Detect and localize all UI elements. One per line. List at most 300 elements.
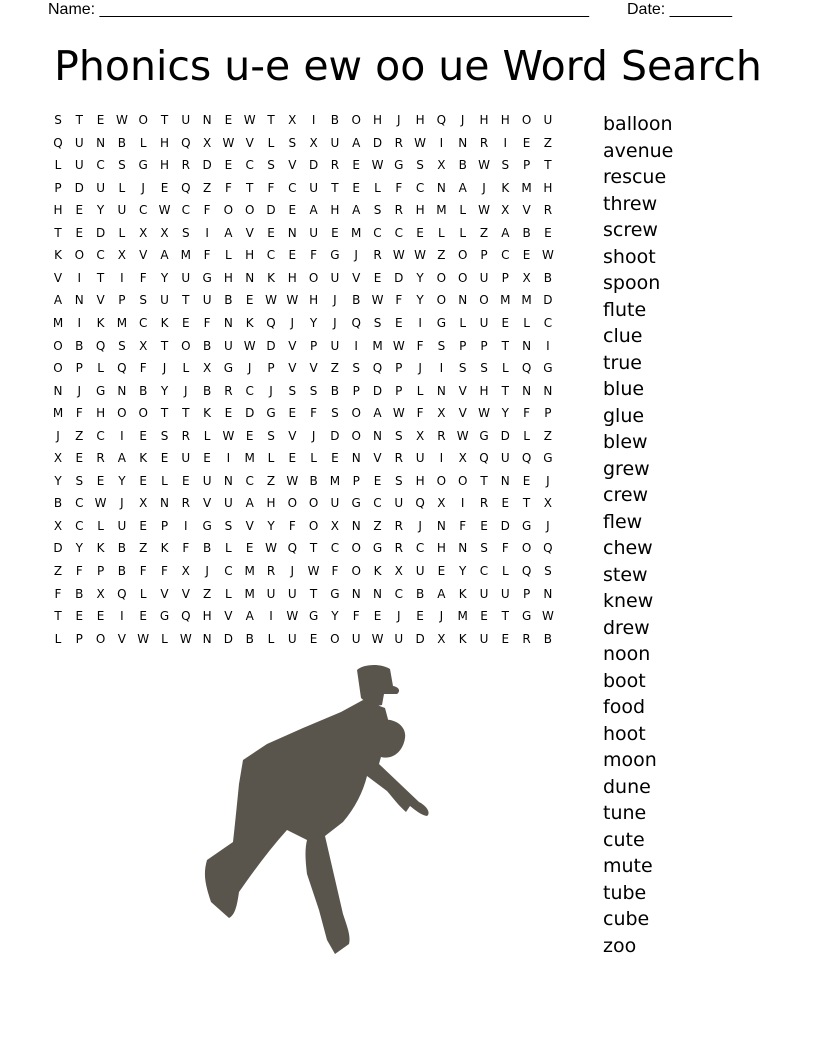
- grid-letter: B: [543, 270, 552, 285]
- grid-letter: X: [96, 586, 105, 601]
- grid-letter: J: [546, 473, 550, 488]
- grid-letter: N: [351, 586, 361, 601]
- grid-letter: X: [458, 451, 467, 466]
- grid-letter: B: [202, 541, 212, 556]
- grid-letter: E: [245, 293, 254, 308]
- grid-letter: Q: [53, 135, 63, 150]
- grid-letter: R: [479, 135, 489, 150]
- grid-letter: T: [160, 113, 169, 127]
- grid-letter: J: [290, 315, 295, 330]
- word-list-item: balloon: [603, 113, 673, 135]
- grid-letter: E: [501, 631, 510, 646]
- grid-letter: E: [182, 315, 190, 330]
- grid-letter: G: [202, 518, 212, 533]
- grid-letter: X: [437, 496, 446, 511]
- grid-letter: S: [480, 361, 488, 376]
- grid-letter: A: [309, 203, 318, 218]
- grid-letter: U: [74, 158, 84, 173]
- grid-letter: O: [308, 270, 319, 285]
- grid-letter: J: [418, 361, 422, 376]
- grid-letter: T: [544, 158, 552, 173]
- grid-letter: R: [479, 496, 489, 511]
- grid-letter: L: [374, 180, 381, 195]
- grid-letter: F: [416, 338, 424, 353]
- grid-letter: L: [182, 361, 190, 376]
- grid-letter: H: [543, 180, 553, 195]
- grid-letter: L: [97, 518, 104, 533]
- grid-letter: W: [392, 248, 405, 263]
- grid-row: [48, 564, 588, 586]
- grid-letter: O: [308, 518, 319, 533]
- grid-letter: W: [94, 496, 107, 511]
- grid-letter: N: [436, 518, 446, 533]
- grid-row: [48, 293, 588, 315]
- grid-letter: Y: [501, 406, 509, 421]
- name-field-label: Name: _______________________________________________________: [48, 1, 589, 18]
- grid-letter: H: [309, 293, 319, 308]
- grid-letter: P: [522, 586, 531, 601]
- grid-letter: G: [521, 609, 532, 624]
- grid-letter: V: [373, 451, 382, 466]
- grid-letter: O: [181, 338, 191, 353]
- grid-row: [48, 203, 588, 225]
- grid-letter: L: [267, 631, 275, 646]
- word-list-item: noon: [603, 643, 651, 665]
- word-list-item: true: [603, 351, 642, 374]
- grid-letter: U: [351, 631, 361, 646]
- grid-letter: E: [416, 225, 424, 240]
- grid-letter: L: [203, 428, 211, 443]
- grid-row: [48, 316, 588, 338]
- grid-letter: W: [456, 428, 469, 443]
- grid-letter: A: [373, 406, 382, 421]
- grid-letter: O: [74, 248, 85, 263]
- grid-letter: A: [245, 609, 254, 624]
- grid-letter: L: [501, 361, 509, 376]
- grid-letter: W: [414, 248, 427, 263]
- grid-letter: C: [415, 180, 425, 195]
- grid-letter: U: [479, 270, 489, 285]
- grid-letter: V: [458, 383, 467, 398]
- grid-letter: N: [160, 496, 169, 511]
- grid-letter: P: [395, 361, 403, 376]
- grid-letter: C: [373, 496, 382, 511]
- grid-letter: J: [482, 180, 486, 195]
- grid-letter: Z: [330, 361, 339, 376]
- grid-letter: O: [521, 113, 532, 127]
- grid-letter: P: [480, 248, 488, 263]
- word-list-item: cute: [603, 828, 645, 851]
- grid-letter: U: [202, 473, 212, 488]
- grid-letter: Y: [96, 203, 105, 218]
- grid-letter: L: [118, 225, 126, 240]
- grid-letter: T: [501, 383, 509, 398]
- grid-letter: K: [458, 631, 467, 646]
- grid-letter: E: [480, 609, 488, 624]
- grid-letter: A: [160, 248, 169, 263]
- grid-letter: B: [330, 113, 339, 127]
- grid-letter: M: [329, 473, 341, 488]
- grid-letter: E: [416, 609, 424, 624]
- grid-letter: U: [181, 113, 191, 127]
- grid-letter: A: [245, 496, 254, 511]
- grid-letter: E: [522, 473, 531, 488]
- grid-letter: M: [372, 338, 383, 353]
- grid-letter: T: [309, 541, 318, 556]
- grid-letter: W: [158, 203, 171, 218]
- grid-letter: T: [54, 609, 62, 624]
- grid-letter: C: [415, 541, 425, 556]
- grid-letter: E: [75, 203, 84, 218]
- grid-row: [48, 541, 588, 563]
- grid-letter: O: [308, 496, 319, 511]
- grid-letter: D: [543, 293, 553, 308]
- grid-letter: D: [415, 631, 425, 646]
- grid-letter: P: [352, 473, 360, 488]
- grid-letter: J: [162, 361, 167, 376]
- grid-letter: U: [479, 315, 489, 330]
- grid-letter: G: [330, 586, 340, 601]
- grid-letter: V: [96, 293, 105, 308]
- grid-letter: R: [181, 496, 190, 511]
- grid-letter: F: [139, 270, 147, 285]
- grid-letter: X: [160, 225, 169, 240]
- grid-letter: Y: [54, 473, 62, 488]
- grid-letter: K: [96, 541, 105, 556]
- grid-letter: Q: [181, 609, 191, 624]
- grid-letter: S: [394, 428, 403, 443]
- grid-letter: H: [330, 203, 340, 218]
- grid-letter: U: [330, 270, 340, 285]
- grid-letter: F: [310, 248, 318, 263]
- grid-letter: N: [351, 451, 361, 466]
- grid-letter: X: [309, 135, 318, 150]
- grid-letter: U: [181, 451, 191, 466]
- grid-letter: S: [309, 383, 318, 398]
- grid-letter: V: [522, 203, 531, 218]
- grid-letter: Z: [373, 518, 382, 533]
- grid-letter: Z: [437, 248, 446, 263]
- grid-letter: W: [371, 158, 384, 173]
- grid-letter: R: [394, 451, 403, 466]
- grid-letter: E: [75, 451, 84, 466]
- grid-letter: J: [77, 383, 82, 398]
- grid-letter: E: [75, 225, 84, 240]
- grid-letter: U: [160, 293, 169, 308]
- grid-letter: B: [245, 631, 254, 646]
- grid-letter: E: [352, 180, 360, 195]
- grid-row: [48, 339, 588, 361]
- grid-letter: U: [500, 586, 510, 601]
- grid-letter: E: [224, 113, 233, 127]
- grid-letter: G: [372, 541, 383, 556]
- grid-letter: Y: [416, 270, 424, 285]
- grid-letter: X: [501, 203, 510, 218]
- grid-letter: K: [160, 541, 169, 556]
- grid-letter: U: [287, 586, 297, 601]
- grid-letter: S: [118, 158, 126, 173]
- grid-letter: E: [522, 135, 531, 150]
- grid-letter: U: [117, 518, 127, 533]
- grid-letter: Z: [543, 135, 552, 150]
- grid-letter: B: [53, 496, 63, 511]
- grid-letter: U: [479, 586, 489, 601]
- grid-letter: F: [310, 406, 318, 421]
- grid-letter: S: [544, 564, 552, 578]
- grid-letter: W: [371, 631, 384, 646]
- grid-letter: Q: [181, 135, 191, 150]
- grid-letter: I: [120, 428, 124, 443]
- grid-letter: B: [117, 541, 126, 556]
- grid-letter: N: [202, 631, 212, 646]
- grid-letter: B: [543, 631, 552, 646]
- grid-letter: J: [546, 518, 550, 533]
- grid-letter: S: [331, 406, 339, 421]
- grid-letter: B: [139, 383, 148, 398]
- grid-letter: F: [161, 564, 168, 578]
- grid-letter: V: [224, 609, 233, 624]
- grid-letter: F: [331, 564, 339, 578]
- grid-letter: R: [394, 518, 403, 533]
- word-list-item: glue: [603, 404, 645, 427]
- grid-row: [48, 136, 588, 158]
- grid-letter: E: [139, 473, 147, 488]
- grid-letter: P: [75, 361, 83, 376]
- grid-letter: W: [115, 113, 128, 127]
- grid-letter: G: [521, 518, 532, 533]
- grid-letter: A: [501, 225, 510, 240]
- grid-letter: U: [74, 135, 84, 150]
- grid-letter: F: [501, 541, 509, 556]
- grid-letter: F: [267, 180, 275, 195]
- grid-letter: N: [287, 225, 297, 240]
- grid-letter: B: [352, 293, 361, 308]
- grid-letter: Q: [266, 315, 276, 330]
- grid-letter: H: [436, 541, 446, 556]
- grid-letter: V: [352, 270, 361, 285]
- grid-letter: E: [245, 541, 254, 556]
- grid-letter: P: [480, 338, 488, 353]
- grid-letter: J: [56, 428, 60, 443]
- grid-letter: J: [290, 564, 295, 578]
- grid-letter: S: [373, 203, 382, 218]
- grid-letter: W: [286, 473, 299, 488]
- grid-letter: V: [181, 586, 190, 601]
- grid-letter: E: [160, 180, 169, 195]
- grid-letter: S: [288, 383, 297, 398]
- grid-letter: Q: [117, 361, 127, 376]
- grid-letter: F: [203, 315, 211, 330]
- grid-letter: X: [288, 113, 297, 127]
- grid-letter: D: [95, 225, 106, 240]
- word-list-item: drew: [603, 616, 650, 639]
- grid-letter: S: [267, 428, 275, 443]
- grid-row: [48, 474, 588, 496]
- grid-letter: Q: [479, 451, 489, 466]
- grid-letter: X: [415, 428, 425, 443]
- grid-letter: P: [75, 631, 83, 646]
- grid-letter: U: [415, 564, 425, 578]
- grid-letter: O: [351, 564, 361, 578]
- grid-letter: E: [480, 518, 488, 533]
- grid-letter: L: [54, 158, 62, 173]
- grid-letter: V: [245, 518, 254, 533]
- grid-letter: S: [267, 158, 275, 173]
- word-list-item: mute: [603, 855, 653, 877]
- grid-letter: U: [543, 113, 553, 127]
- grid-letter: I: [311, 113, 316, 127]
- grid-letter: W: [286, 609, 299, 624]
- grid-letter: A: [53, 293, 63, 308]
- grid-row: [48, 496, 588, 518]
- grid-letter: F: [395, 180, 403, 195]
- grid-letter: U: [500, 451, 510, 466]
- grid-letter: E: [309, 631, 318, 646]
- grid-letter: O: [351, 113, 361, 127]
- grid-letter: T: [160, 406, 169, 421]
- grid-letter: P: [118, 293, 126, 308]
- grid-letter: S: [458, 361, 467, 376]
- grid-letter: S: [75, 473, 84, 488]
- grid-letter: C: [394, 586, 403, 601]
- grid-letter: M: [180, 248, 191, 263]
- grid-letter: O: [244, 203, 255, 218]
- page-title: Phonics u-e ew oo ue Word Search: [54, 42, 762, 90]
- grid-letter: N: [351, 518, 361, 533]
- word-list-item: knew: [603, 590, 654, 612]
- grid-row: [48, 519, 588, 541]
- word-list-item: chew: [603, 537, 653, 559]
- grid-letter: E: [96, 113, 105, 127]
- grid-letter: N: [117, 383, 127, 398]
- grid-letter: X: [522, 270, 531, 285]
- grid-letter: X: [543, 496, 552, 511]
- grid-letter: K: [245, 315, 254, 330]
- grid-letter: N: [458, 135, 468, 150]
- grid-letter: C: [394, 225, 403, 240]
- grid-letter: O: [457, 248, 468, 263]
- grid-letter: M: [521, 293, 532, 308]
- grid-letter: H: [415, 203, 425, 218]
- grid-letter: C: [181, 203, 190, 218]
- grid-letter: Z: [139, 541, 148, 556]
- grid-letter: H: [159, 158, 170, 173]
- grid-letter: K: [267, 270, 275, 285]
- grid-letter: O: [436, 293, 447, 308]
- grid-letter: N: [543, 383, 553, 398]
- grid-letter: K: [54, 248, 62, 263]
- grid-letter: M: [244, 451, 255, 466]
- grid-letter: K: [139, 451, 148, 466]
- grid-letter: P: [544, 406, 552, 421]
- grid-letter: Z: [202, 586, 212, 601]
- grid-letter: O: [330, 631, 340, 646]
- grid-letter: W: [222, 135, 235, 150]
- grid-letter: L: [416, 383, 424, 398]
- grid-letter: U: [309, 180, 318, 195]
- grid-letter: C: [245, 383, 254, 398]
- grid-letter: G: [351, 496, 361, 511]
- grid-letter: Q: [521, 564, 532, 578]
- grid-letter: S: [437, 338, 446, 353]
- grid-letter: H: [223, 270, 233, 285]
- grid-letter: W: [265, 293, 277, 308]
- grid-letter: D: [74, 180, 84, 195]
- grid-letter: S: [480, 541, 488, 556]
- grid-letter: I: [205, 225, 209, 240]
- grid-letter: B: [117, 564, 126, 578]
- grid-letter: O: [117, 406, 127, 421]
- grid-letter: L: [267, 135, 275, 150]
- grid-row: [48, 158, 588, 180]
- grid-letter: V: [245, 135, 254, 150]
- grid-letter: I: [269, 609, 273, 624]
- grid-letter: O: [436, 473, 447, 488]
- grid-letter: L: [97, 361, 104, 376]
- grid-letter: D: [202, 158, 212, 173]
- grid-letter: Z: [202, 180, 212, 195]
- grid-letter: M: [244, 564, 255, 578]
- grid-letter: P: [267, 361, 275, 376]
- word-list-item: shoot: [603, 245, 656, 268]
- grid-letter: E: [544, 225, 552, 240]
- grid-letter: U: [330, 135, 340, 150]
- grid-letter: Q: [521, 361, 532, 376]
- grid-letter: Y: [309, 315, 318, 330]
- grid-letter: M: [457, 609, 468, 624]
- grid-letter: D: [223, 631, 234, 646]
- grid-letter: C: [138, 203, 148, 218]
- grid-letter: N: [96, 135, 106, 150]
- grid-letter: G: [95, 383, 106, 398]
- grid-letter: R: [181, 158, 190, 173]
- grid-letter: W: [243, 113, 256, 127]
- grid-letter: A: [224, 225, 233, 240]
- grid-letter: U: [266, 586, 276, 601]
- grid-letter: E: [267, 225, 275, 240]
- grid-letter: K: [160, 315, 169, 330]
- grid-letter: W: [478, 203, 490, 218]
- word-list-item: moon: [603, 749, 657, 771]
- grid-letter: E: [96, 473, 105, 488]
- grid-letter: D: [500, 518, 510, 533]
- grid-letter: E: [501, 496, 510, 511]
- grid-letter: N: [436, 383, 446, 398]
- grid-letter: X: [181, 564, 190, 578]
- grid-letter: H: [159, 135, 170, 150]
- grid-letter: V: [309, 361, 318, 376]
- grid-letter: T: [501, 338, 509, 353]
- grid-letter: L: [438, 225, 445, 240]
- grid-letter: U: [330, 338, 340, 353]
- grid-letter: R: [224, 383, 233, 398]
- grid-letter: R: [394, 203, 403, 218]
- grid-letter: G: [436, 315, 447, 330]
- grid-letter: B: [330, 383, 339, 398]
- grid-letter: L: [310, 451, 317, 466]
- grid-row: [48, 181, 588, 203]
- grid-row: [48, 632, 588, 654]
- grid-row: [48, 587, 588, 609]
- grid-letter: U: [223, 338, 233, 353]
- grid-letter: O: [479, 293, 489, 308]
- grid-letter: H: [500, 113, 510, 127]
- grid-letter: I: [418, 315, 422, 330]
- grid-letter: H: [245, 248, 255, 263]
- grid-letter: S: [54, 113, 62, 127]
- word-list-item: food: [603, 696, 645, 718]
- grid-letter: L: [459, 203, 467, 218]
